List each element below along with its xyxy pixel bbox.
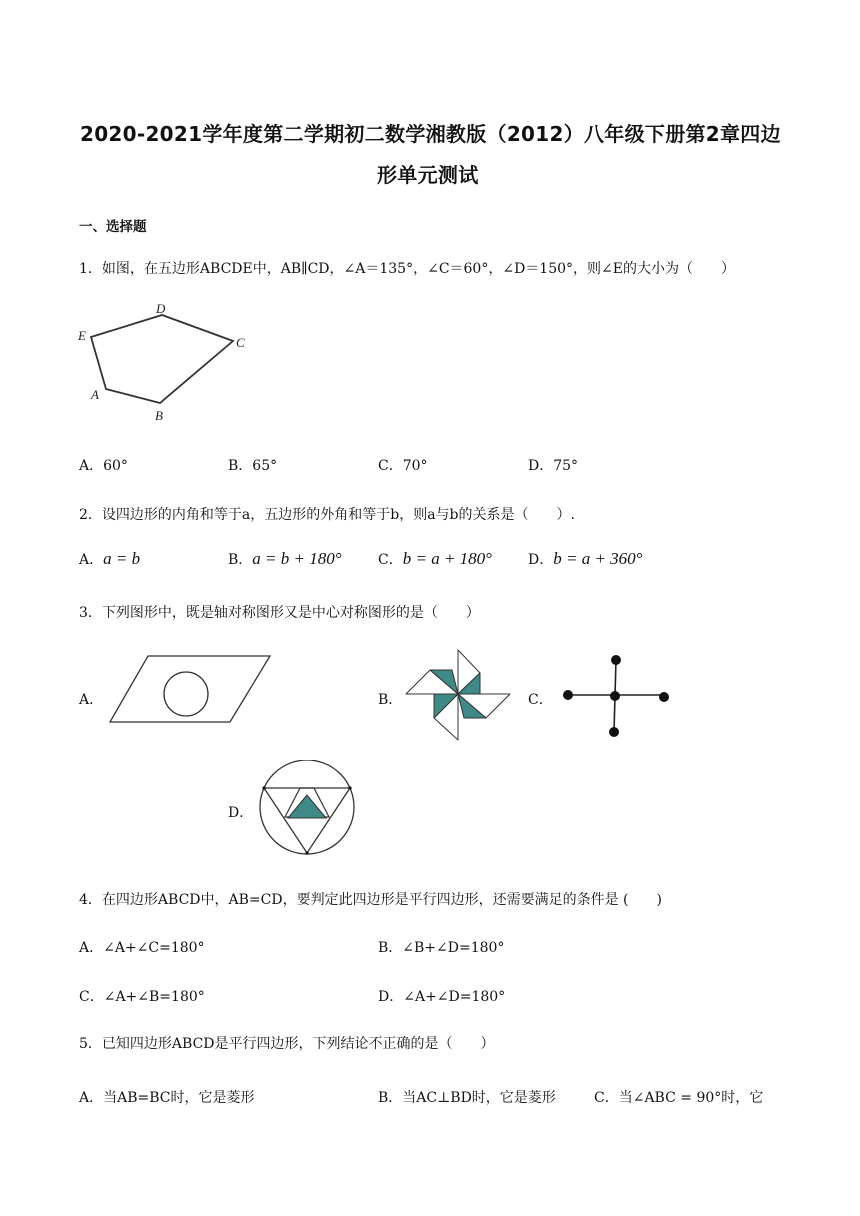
pentagon-label-d: D — [156, 301, 166, 316]
q2-option-c — [378, 549, 492, 569]
q4-option-b: B．∠B+∠D=180° — [378, 940, 505, 956]
q2-option-a — [79, 549, 140, 569]
question-5-text: 5．已知四边形ABCD是平行四边形，下列结论不正确的是（ ） — [79, 1036, 495, 1052]
q3-option-c-label: C． — [528, 692, 553, 708]
q3-option-a-label: A． — [79, 692, 104, 708]
q2-option-d — [528, 549, 642, 569]
q5-option-c: C．当∠ABC = 90°时，它 — [594, 1090, 764, 1106]
pinwheel-icon — [402, 648, 514, 742]
q2-option-d-label: D． — [528, 552, 554, 568]
q5-option-a: A．当AB=BC时，它是菱形 — [79, 1090, 255, 1106]
q1-option-d: D．75° — [528, 458, 579, 474]
section-heading: 一、选择题 — [79, 219, 147, 235]
q3-option-d-label: D． — [228, 805, 254, 821]
page-title-line1: 2020-2021学年度第二学期初二数学湘教版（2012）八年级下册第2章四边 — [80, 122, 781, 146]
q1-option-c: C．70° — [378, 458, 428, 474]
question-2-text: 2．设四边形的内角和等于a，五边形的外角和等于b，则a与b的关系是（ ）. — [79, 507, 575, 523]
pentagon-label-b: B — [155, 408, 163, 423]
q2-option-b-label: B． — [228, 552, 253, 568]
q1-option-b: B．65° — [228, 458, 278, 474]
circle-with-triangles-icon — [254, 760, 364, 858]
q2-option-a-label: A． — [79, 552, 104, 568]
question-3-text: 3．下列图形中，既是轴对称图形又是中心对称图形的是（ ） — [79, 605, 480, 621]
pentagon-label-a: A — [91, 387, 99, 402]
pentagon-label-c: C — [236, 335, 245, 350]
page-title-line2: 形单元测试 — [377, 163, 479, 187]
q2-option-b-expr: a = b + 180° — [252, 549, 342, 568]
parallelogram-with-circle-icon — [106, 650, 274, 728]
cross-with-dots-icon — [560, 652, 672, 738]
q2-option-a-expr: a = b — [103, 549, 141, 568]
q4-option-a: A．∠A+∠C=180° — [79, 940, 205, 956]
q4-option-c: C．∠A+∠B=180° — [79, 989, 205, 1005]
q1-option-a: A．60° — [79, 458, 128, 474]
q2-option-c-label: C． — [378, 552, 403, 568]
q2-option-d-expr: b = a + 360° — [553, 549, 643, 568]
question-1-text: 1．如图，在五边形ABCDE中，AB∥CD，∠A＝135°，∠C＝60°，∠D＝150°，则∠E的大小为（ ） — [79, 261, 735, 277]
q3-option-b-label: B． — [378, 692, 403, 708]
q2-option-b — [228, 549, 342, 569]
question-4-text: 4．在四边形ABCD中，AB=CD，要判定此四边形是平行四边形，还需要满足的条件是 ( ) — [79, 892, 662, 908]
q4-option-d: D．∠A+∠D=180° — [378, 989, 506, 1005]
q5-option-b: B．当AC⊥BD时，它是菱形 — [378, 1090, 556, 1106]
q2-option-c-expr: b = a + 180° — [402, 549, 492, 568]
pentagon-label-e: E — [78, 328, 86, 343]
pentagon-figure — [70, 295, 260, 430]
